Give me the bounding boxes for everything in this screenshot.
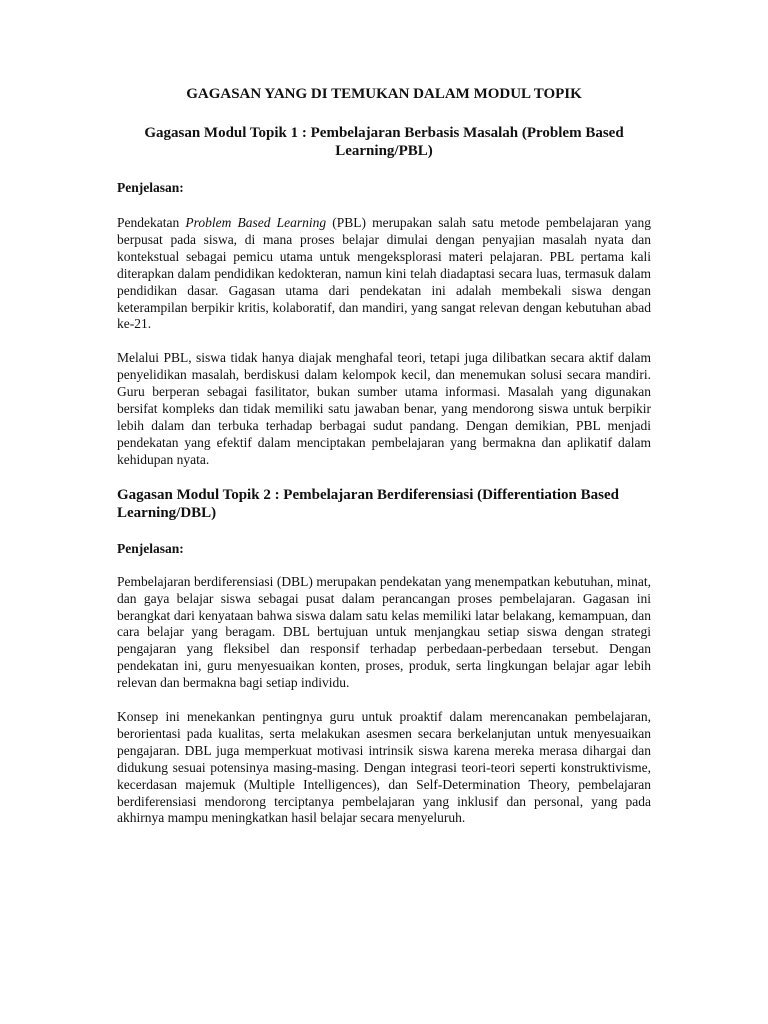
section-1 (117, 124, 651, 469)
section-1-paragraph-1-start: Pendekatan (117, 215, 186, 230)
section-1-paragraph-1 (117, 215, 651, 333)
section-2-heading: Gagasan Modul Topik 2 : Pembelajaran Berdiferensiasi (Differentiation Based Learning/DBL) (117, 486, 619, 521)
section-2-paragraph-1: Pembelajaran berdiferensiasi (DBL) merupakan pendekatan yang menempatkan kebutuhan, minat, dan gaya belajar siswa sebagai pusat dalam perancangan proses pembelajaran. Gagasan ini berangkat dari kenyataan bahwa siswa dalam satu kelas memiliki latar belakang, kemampuan, dan cara belajar yang beragam. DBL bertujuan untuk menjangkau setiap siswa dengan strategi pengajaran yang fleksibel dan responsif terhadap perbedaan-perbedaan tersebut. Dengan pendekatan ini, guru menyesuaikan konten, proses, produk, serta lingkungan belajar agar lebih relevan dan bermakna bagi setiap individu. (117, 573, 651, 691)
section-2-paragraph-2: Konsep ini menekankan pentingnya guru untuk proaktif dalam merencanakan pembelajaran, berorientasi pada kualitas, serta melakukan asesmen secara berkelanjutan untuk menyesuaikan pengajaran. DBL juga memperkuat motivasi intrinsik siswa karena mereka merasa dihargai dan didukung sesuai potensinya masing-masing. Dengan integrasi teori-teori seperti konstruktivisme, kecerdasan majemuk (Multiple Intelligences), dan Self-Determination Theory, pembelajaran berdiferensiasi mendorong terciptanya pembelajaran yang inklusif dan personal, yang pada akhirnya mampu meningkatkan hasil belajar secara menyeluruh. (117, 709, 651, 826)
document-page (117, 84, 651, 827)
section-2 (117, 486, 651, 828)
section-1-label: Penjelasan: (117, 180, 184, 195)
section-1-heading: Gagasan Modul Topik 1 : Pembelajaran Berbasis Masalah (Problem Based Learning/PBL) (144, 125, 624, 159)
section-1-paragraph-1-italic: Problem Based Learning (185, 215, 327, 230)
document-title: GAGASAN YANG DI TEMUKAN DALAM MODUL TOPIK (186, 86, 582, 102)
section-1-paragraph-2: Melalui PBL, siswa tidak hanya diajak menghafal teori, tetapi juga dilibatkan secara aktif dalam penyelidikan masalah, berdiskusi dalam kelompok kecil, dan menemukan solusi secara mandiri. Guru berperan sebagai fasilitator, bukan sumber utama informasi. Masalah yang digunakan bersifat kompleks dan tidak memiliki satu jawaban benar, yang mendorong siswa untuk berpikir lebih dalam dan terbuka terhadap berbagai sudut pandang. Dengan demikian, PBL menjadi pendekatan yang efektif dalam menciptakan pembelajaran yang bermakna dan aplikatif dalam kehidupan nyata. (117, 350, 651, 467)
section-1-paragraph-1-end: (PBL) merupakan salah satu metode pembelajaran yang berpusat pada siswa, di mana proses belajar dimulai dengan penyajian masalah nyata dan kontekstual sebagai pemicu utama untuk mengeksplorasi materi pelajaran. PBL pertama kali diterapkan dalam pendidikan kedokteran, namun kini telah diadaptasi secara luas, termasuk dalam pendidikan dasar. Gagasan utama dari pendekatan ini adalah membekali siswa dengan keterampilan berpikir kritis, kolaboratif, dan mandiri, yang sangat relevan dengan kebutuhan abad ke-21. (117, 215, 651, 332)
section-2-label: Penjelasan: (117, 540, 184, 556)
